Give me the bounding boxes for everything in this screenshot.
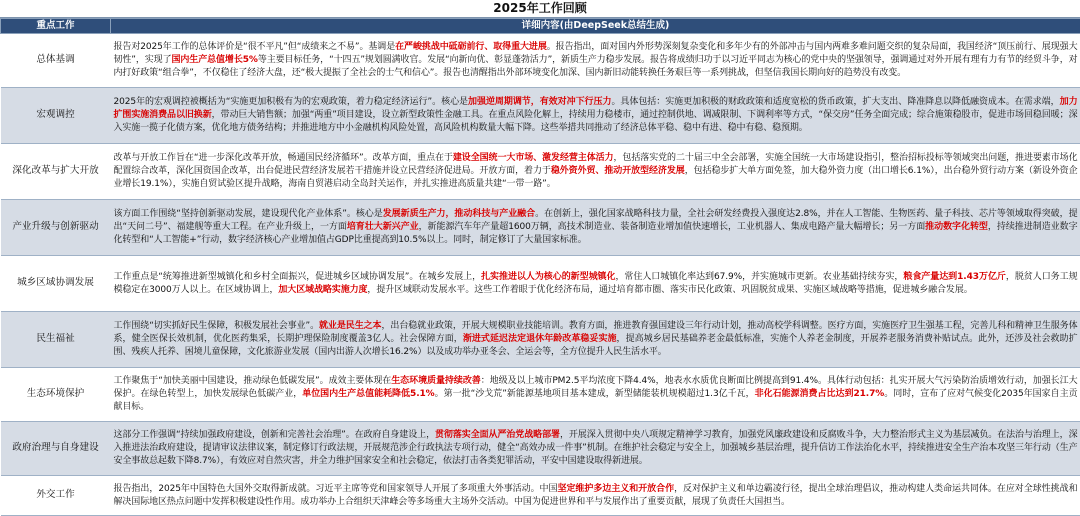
detail-text: 。第一批“沙戈荒”新能源基地项目基本建成，新型储能装机规模超过1.3亿千瓦， <box>435 389 755 399</box>
row-detail <box>111 34 1080 88</box>
row-category: 外交工作 <box>1 476 111 516</box>
detail-text: 等主要目标任务，“十四五”规划圆满收官。发展“向新向优、彰显蓬勃活力”，新质生产力稳步发展。报告将成绩归功于以习近平同志为核心的党中央的坚强领导，强调通过对外开展有理有力有节的经贸斗争，对内打好政策“组合拳”，不仅稳住了经济大盘，还“极大提振了全社会的士气和信心”。报告也清醒指出外部环境变化加深、国内新旧动能转换任务艰巨等一系列挑战，但坚信我国长期向好的趋势没有改变。 <box>114 55 1078 78</box>
highlighted-text: 非化石能源消费占比达到21.7% <box>755 389 885 399</box>
highlighted-text: 建设全国统一大市场、激发经营主体活力 <box>453 153 614 163</box>
table-row <box>1 422 1080 476</box>
header-detail: 详细内容(由DeepSeek总结生成) <box>111 19 1080 34</box>
detail-text: 改革与开放工作旨在“进一步深化改革开放，畅通国民经济循环”。改革方面，重点在于 <box>114 153 453 163</box>
row-category: 政府治理与自身建设 <box>1 422 111 476</box>
row-category: 城乡区域协调发展 <box>1 256 111 312</box>
detail-text: 2025年的宏观调控被概括为“实施更加积极有为的宏观政策，着力稳定经济运行”。核心是 <box>114 97 469 107</box>
row-detail <box>111 312 1080 368</box>
detail-text: ：地级及以上城市PM2.5平均浓度下降4.4%，地表水水质优良断面比例提高到91.4%。具体行动包括：扎实开展大气污染防治质增效行动，加强长江大保护。在绿色转型上，加快发展绿色低碳产业， <box>114 376 1078 399</box>
highlighted-text: 单位国内生产总值能耗降低5.1% <box>302 389 434 399</box>
work-review-table <box>0 18 1080 516</box>
table-row <box>1 200 1080 256</box>
highlighted-text: 粮食产量达到1.43万亿斤 <box>903 272 1006 282</box>
detail-text: ，包括稳步扩大单方面免签，加大稳外资力度（出口增长6.1%），出台稳外贸行动方案（新设外资企业增长19.1%），实施自贸试验区提升战略，海南自贸港启动全岛封关运作，并扎实推进高质量共建“一带一路”。 <box>114 166 1078 189</box>
detail-text: 工作重点是“统筹推进新型城镇化和乡村全面振兴，促进城乡区域协调发展”。在城乡发展上， <box>114 272 482 282</box>
detail-text: ，出台稳就业政策，开展大规模职业技能培训。教育方面，推进教育强国建设三年行动计划，推动高校学科调整。医疗方面，实施医疗卫生强基工程，完善儿科和精神卫生服务体系，健全医保长效机制，优化医药集采，长期护理保险制度覆盖3亿人。社会保障方面， <box>114 321 1078 344</box>
detail-text: 这部分工作强调“持续加强政府建设，创新和完善社会治理”。在政府自身建设上， <box>114 430 436 440</box>
table-row <box>1 256 1080 312</box>
highlighted-text: 发展新质生产力，推动科技与产业融合 <box>383 209 535 219</box>
highlighted-text: 稳外资外贸、推动开放型经济发展 <box>551 166 685 176</box>
detail-text: ，开展深入贯彻中央八项规定精神学习教育，加强党风廉政建设和反腐败斗争，大力整治形式主义为基层减负。在法治与治理上，深入推进法治政府建设，提请审议法律议案，制定修订行政法规，开展规范涉企行政执法专项行动，健全“高效办成一件事”机制。在维护社会稳定与安全上，加强城乡基层治理，提升信访工作法治化水平，持续推进安全生产治本攻坚三年行动（生产安全事故总起数下降8.7%），有效应对自然灾害，并全力维护国家安全和社会稳定，依法打击各类犯罪活动，平安中国建设取得新进展。 <box>114 430 1078 466</box>
detail-text: 报告指出，2025年中国特色大国外交取得新成就。习近平主席等党和国家领导人开展了多项重大外事活动。中国 <box>114 484 558 494</box>
detail-text: ，常住人口城镇化率达到67.9%，并实施城市更新。农业基础持续夯实， <box>615 272 903 282</box>
table-header-row <box>1 19 1080 34</box>
row-category: 深化改革与扩大开放 <box>1 144 111 200</box>
detail-text: ，脱贫人口务工规模稳定在3000万人以上。在区域协调上， <box>114 272 1078 295</box>
table-row <box>1 312 1080 368</box>
row-detail <box>111 476 1080 516</box>
row-detail <box>111 88 1080 144</box>
highlighted-text: 培育壮大新兴产业 <box>347 222 419 232</box>
table-title: 2025年工作回顾 <box>0 0 1080 18</box>
table-row <box>1 368 1080 422</box>
row-category: 总体基调 <box>1 34 111 88</box>
row-detail <box>111 422 1080 476</box>
highlighted-text: 渐进式延迟法定退休年龄改革稳妥实施 <box>463 334 617 344</box>
highlighted-text: 生态环境质量持续改善 <box>391 376 481 386</box>
detail-text: 工作聚焦于“加快美丽中国建设，推动绿色低碳发展”。成效主要体现在 <box>114 376 392 386</box>
table-body <box>1 34 1080 516</box>
highlighted-text: 就业是民生之本 <box>319 321 381 331</box>
highlighted-text: 加强逆周期调节，有效对冲下行压力 <box>468 97 611 107</box>
highlighted-text: 在严峻挑战中砥砺前行、取得重大进展 <box>395 42 547 52</box>
row-detail <box>111 368 1080 422</box>
table-row <box>1 476 1080 516</box>
detail-text: ，包括落实党的二十届三中全会部署，实施全国统一大市场建设指引，整治招标投标等领域突出问题，推进要素市场化配置综合改革，深化国资国企改革，出台促进民营经济发展若干措施并设立民营经济促进局。开放方面，着力于 <box>114 153 1078 176</box>
detail-text: ，提升区域联动发展水平。这些工作着眼于优化经济布局，通过培育都市圈、落实市民化政策、巩固脱贫成果、实施区域战略等措施，促进城乡融合发展。 <box>367 285 972 295</box>
highlighted-text: 加力扩围实施消费品以旧换新 <box>114 97 1078 120</box>
detail-text: ，带动巨大销售额；加强“两重”项目建设，设立新型政策性金融工具。在重点风险化解上，持续用力稳楼市，通过控制供地、调减限制、下调利率等方式，“保交房”任务全面完成；综合施策稳股市，促进市场回稳回暖；深入实施一揽子化债方案，优化地方债务结构；并推进地方中小金融机构风险处置，高风险机构数量大幅下降。这些举措共同推动了经济总体平稳、稳中有进、稳中有稳、稳预期。 <box>114 110 1078 133</box>
row-detail <box>111 144 1080 200</box>
row-detail <box>111 256 1080 312</box>
detail-text: 该方面工作围绕“坚持创新驱动发展，建设现代化产业体系”。核心是 <box>114 209 383 219</box>
detail-text: ，持续推进制造业数字化转型和“人工智能+”行动，数字经济核心产业增加值占GDP比重提高到10.5%以上。同时，制定修订了大量国家标准。 <box>114 222 1078 245</box>
detail-text: 。在创新上，强化国家战略科技力量，全社会研发经费投入强度达2.8%，并在人工智能、生物医药、量子科技、芯片等领域取得突破，提出“天问二号”、福建舰等重大工程。在产业升级上，一方面 <box>114 209 1078 232</box>
detail-text: ，新能源汽车年产量超1600万辆，高技术制造业、装备制造业增加值快速增长，工业机器人、集成电路产量大幅增长；另一方面 <box>419 222 926 232</box>
detail-text: 。报告指出，面对国内外形势深刻复杂变化和多年少有的外部冲击与国内两难多难问题交织的复杂局面，我国经济“顶压前行、展现强大韧性”，实现了 <box>114 42 1078 65</box>
table-row <box>1 144 1080 200</box>
detail-text: 工作围绕“切实抓好民生保障，积极发展社会事业”。 <box>114 321 320 331</box>
highlighted-text: 扎实推进以人为核心的新型城镇化 <box>481 272 615 282</box>
row-detail <box>111 200 1080 256</box>
header-category: 重点工作 <box>1 19 111 34</box>
highlighted-text: 加大区域战略实施力度 <box>278 285 367 295</box>
detail-text: 报告对2025年工作的总体评价是“很不平凡”但“成绩来之不易”。基调是 <box>114 42 396 52</box>
detail-text: 。同时，宣布了应对气候变化2035年国家自主贡献目标。 <box>114 389 1078 412</box>
row-category: 民生福祉 <box>1 312 111 368</box>
table-row <box>1 34 1080 88</box>
highlighted-text: 国内生产总值增长5% <box>172 55 258 65</box>
detail-text: 。具体包括：实施更加积极的财政政策和适度宽松的货币政策，扩大支出、降准降息以降低融资成本。在需求端， <box>611 97 1059 107</box>
row-category: 宏观调控 <box>1 88 111 144</box>
highlighted-text: 推动数字化转型 <box>925 222 988 232</box>
highlighted-text: 贯彻落实全面从严治党战略部署 <box>435 430 560 440</box>
table-row <box>1 88 1080 144</box>
detail-text: ，反对保护主义和单边霸凌行径，提出全球治理倡议，推动构建人类命运共同体。在应对全球性挑战和解决国际地区热点问题中发挥积极建设性作用。成功举办上合组织天津峰会等多场重大主场外交活动。中国为促进世界和平与发展作出了重要贡献，展现了负责任大国担当。 <box>114 484 1078 507</box>
highlighted-text: 坚定维护多边主义和开放合作 <box>558 484 675 494</box>
row-category: 产业升级与创新驱动 <box>1 200 111 256</box>
detail-text: ，提高城乡居民基础养老金最低标准，实施个人养老金制度，开展养老服务消费补贴试点。此外，还涉及社会救助扩围、残疾人托养、困境儿童保障，文化旅游业发展（国内出游人次增长16.2%）以及成功举办亚冬会、全运会等，全方位提升人民生活水平。 <box>114 334 1078 357</box>
row-category: 生态环境保护 <box>1 368 111 422</box>
